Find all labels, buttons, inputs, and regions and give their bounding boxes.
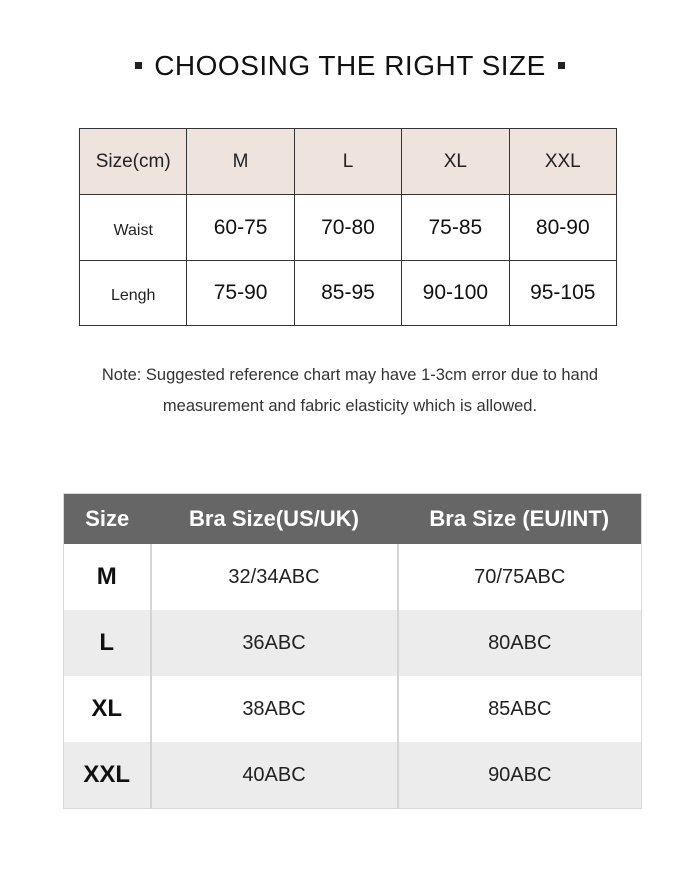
table-row — [64, 544, 642, 610]
row-label: Waist — [80, 195, 187, 261]
table-cell: 95-105 — [509, 261, 616, 326]
row-label: Lengh — [80, 261, 187, 326]
header-cell: Bra Size(US/UK) — [151, 494, 398, 545]
size-cell: XXL — [64, 742, 151, 809]
size-note — [40, 360, 660, 422]
page-title: CHOOSING THE RIGHT SIZE — [0, 50, 700, 82]
table-cell: 40ABC — [151, 742, 398, 809]
bullet-square-icon — [558, 62, 565, 69]
table-cell: 90ABC — [398, 742, 642, 809]
header-cell: L — [294, 129, 401, 195]
table-cell: 75-85 — [402, 195, 509, 261]
bra-size-table — [63, 493, 642, 809]
header-cell: Size(cm) — [80, 129, 187, 195]
table-cell: 32/34ABC — [151, 544, 398, 610]
table-header-row — [80, 129, 617, 195]
header-cell: XXL — [509, 129, 616, 195]
table-cell: 75-90 — [187, 261, 294, 326]
size-cell: L — [64, 610, 151, 676]
header-cell: XL — [402, 129, 509, 195]
table-row — [64, 676, 642, 742]
size-cell: XL — [64, 676, 151, 742]
table-cell: 80ABC — [398, 610, 642, 676]
table-cell: 36ABC — [151, 610, 398, 676]
table-cell: 38ABC — [151, 676, 398, 742]
size-measurement-table — [79, 128, 617, 326]
table-cell: 80-90 — [509, 195, 616, 261]
table-row — [80, 195, 617, 261]
table-cell: 70-80 — [294, 195, 401, 261]
table-row — [80, 261, 617, 326]
size-cell: M — [64, 544, 151, 610]
header-cell: M — [187, 129, 294, 195]
note-line: Note: Suggested reference chart may have 1-3cm error due to hand — [101, 366, 599, 384]
table-cell: 85ABC — [398, 676, 642, 742]
table-row — [64, 610, 642, 676]
table-header-row — [64, 494, 642, 545]
bullet-square-icon — [135, 62, 142, 69]
table-row — [64, 742, 642, 809]
table-cell: 60-75 — [187, 195, 294, 261]
table-cell: 85-95 — [294, 261, 401, 326]
table-cell: 70/75ABC — [398, 544, 642, 610]
note-line: measurement and fabric elasticity which is allowed. — [162, 397, 538, 415]
header-cell: Bra Size (EU/INT) — [398, 494, 642, 545]
table-cell: 90-100 — [402, 261, 509, 326]
header-cell: Size — [64, 494, 151, 545]
